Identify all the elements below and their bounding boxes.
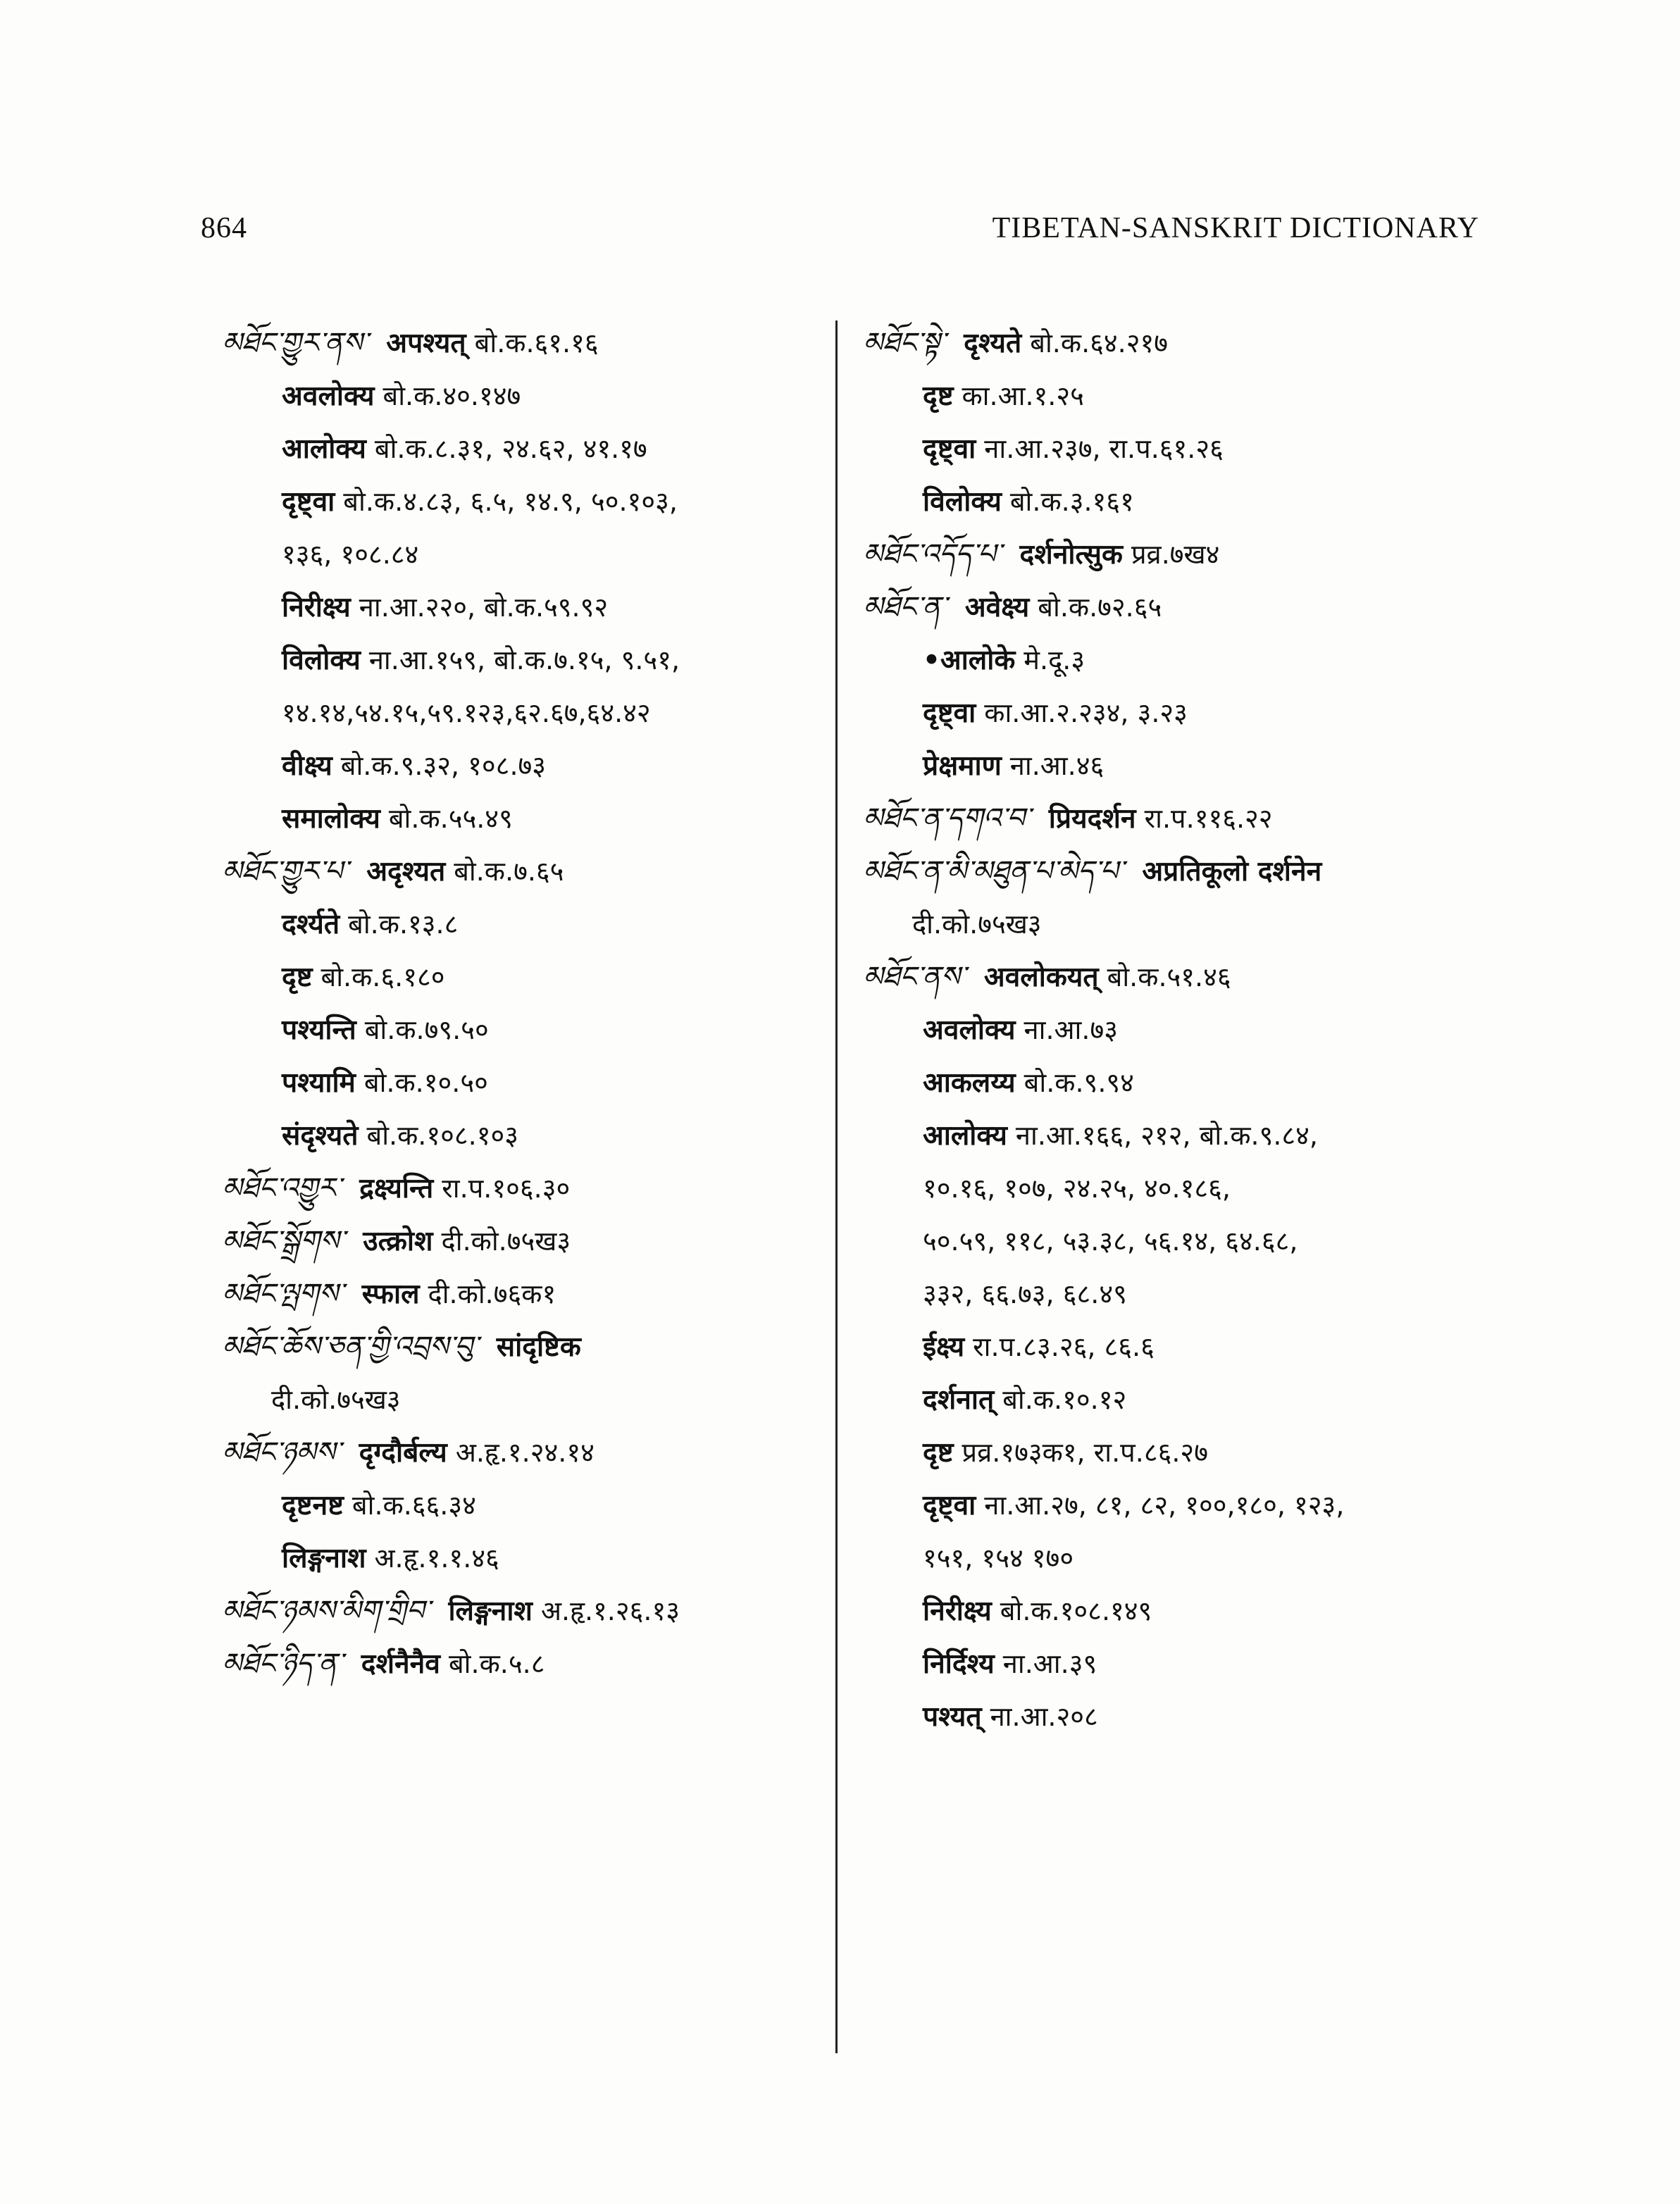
source-reference: १४.१४,५४.१५,५९.१२३,६२.६७,६४.४२ (282, 697, 651, 728)
column-divider (835, 320, 838, 2053)
source-reference: ना.आ.४६ (1009, 750, 1105, 781)
sanskrit-equivalent: विलोक्य (923, 486, 1002, 518)
source-reference: ना.आ.२०८ (990, 1701, 1098, 1732)
source-reference: ३३२, ६६.७३, ६८.४९ (923, 1278, 1127, 1309)
sanskrit-equivalent: दर्शनैनैव (361, 1648, 440, 1680)
sanskrit-equivalent: लिङ्गनाश (448, 1595, 533, 1627)
entry-sense-line (863, 1057, 1497, 1109)
sanskrit-equivalent: विलोक्य (282, 645, 361, 676)
sanskrit-equivalent: अवेक्ष्य (964, 592, 1030, 623)
source-reference: बो.क.४.८३, ६.५, १४.९, ५०.१०३, (343, 486, 678, 517)
entry-sense-line (222, 951, 828, 1004)
source-reference: रा.प.११६.२२ (1144, 803, 1273, 834)
source-reference: बो.क.७२.६५ (1038, 592, 1162, 623)
entry-continuation-line (222, 687, 828, 740)
sanskrit-equivalent: लिङ्गनाश (282, 1543, 366, 1574)
entry-sense-line (222, 1479, 828, 1532)
tibetan-headword: མཐོང་ན་ (863, 591, 947, 623)
entry-continuation-line (863, 1532, 1497, 1585)
entry-sense-line (863, 475, 1497, 528)
source-reference: ५०.५९, ११८, ५३.३८, ५६.१४, ६४.६८, (923, 1226, 1298, 1257)
sanskrit-equivalent: द्रक्ष्यन्ति (359, 1173, 434, 1204)
source-reference: बो.क.६६.३४ (351, 1490, 476, 1521)
sanskrit-equivalent: दृष्ट (282, 961, 313, 993)
source-reference: रा.प.१०६.३० (442, 1173, 571, 1204)
entry-sense-line (863, 1109, 1497, 1162)
source-reference: ना.आ.७३ (1023, 1014, 1118, 1045)
entry-headword-line (222, 1321, 828, 1374)
entry-headword-line (863, 951, 1497, 1004)
source-reference: दी.को.७५ख३ (271, 1384, 401, 1415)
sanskrit-equivalent: पश्यामि (282, 1067, 356, 1099)
entry-sense-line (863, 423, 1497, 475)
source-reference: बो.क.८.३१, २४.६२, ४१.१७ (374, 433, 647, 464)
source-reference: ना.आ.२७, ८१, ८२, १००,१८०, १२३, (984, 1490, 1345, 1521)
entry-headword-line (863, 792, 1497, 845)
sanskrit-equivalent: संदृश्यते (282, 1120, 359, 1152)
sanskrit-equivalent: उत्क्रोश (363, 1226, 433, 1257)
entry-headword-line (222, 1585, 828, 1638)
sanskrit-equivalent: अवलोक्य (923, 1014, 1016, 1046)
tibetan-headword: མཐོང་ཆོས་ཅན་གྱི་འབྲས་བུ་ (222, 1331, 478, 1363)
entry-sense-line (222, 898, 828, 951)
left-column (222, 317, 828, 1691)
source-reference: ना.आ.१६६, २१२, बो.क.९.८४, (1015, 1120, 1319, 1151)
source-reference: बो.क.७९.५० (364, 1014, 489, 1045)
sanskrit-equivalent: पश्यन्ति (282, 1014, 356, 1046)
tibetan-headword: མཐོང་ཉམས་ (222, 1436, 341, 1469)
source-reference: ना.आ.१५९, बो.क.७.१५, ९.५१, (368, 645, 680, 675)
entry-continuation-line (863, 1215, 1497, 1268)
tibetan-headword: མཐོང་ཉིད་ན་ (222, 1648, 343, 1680)
source-reference: अ.हृ.१.२४.१४ (455, 1437, 595, 1468)
source-reference: बो.क.१०८.१०३ (366, 1120, 519, 1151)
sanskrit-equivalent: अपश्यत् (386, 328, 466, 359)
sanskrit-equivalent: दृष्ट्वा (282, 486, 335, 518)
sanskrit-equivalent: आलोक्य (282, 433, 366, 465)
entry-headword-line (222, 1215, 828, 1268)
entry-sense-line (863, 370, 1497, 423)
sanskrit-equivalent: प्रेक्षमाण (923, 750, 1002, 782)
entry-sense-line (222, 634, 828, 687)
source-reference: बो.क.१३.८ (348, 909, 459, 940)
entry-continuation-line (222, 1374, 828, 1426)
sanskrit-equivalent: आकलय्य (923, 1067, 1016, 1099)
sanskrit-equivalent: प्रियदर्शन (1048, 803, 1136, 835)
sanskrit-equivalent: दृष्ट (923, 380, 954, 412)
sanskrit-equivalent: दृष्ट्वा (923, 697, 976, 729)
sanskrit-equivalent: सांदृष्टिक (496, 1331, 581, 1363)
sanskrit-equivalent: निरीक्ष्य (923, 1595, 992, 1627)
sanskrit-equivalent: दृष्ट्वा (923, 433, 976, 465)
tibetan-headword: མཐོང་འདོད་པ་ (863, 538, 1002, 571)
source-reference: का.आ.१.२५ (962, 380, 1084, 411)
entry-headword-line (222, 1638, 828, 1691)
entry-continuation-line (222, 528, 828, 581)
tibetan-headword: མཐོང་ན་དགའ་བ་ (863, 802, 1031, 835)
entry-sense-line (863, 1479, 1497, 1532)
tibetan-headword: མཐོང་ལྤགས་ (222, 1278, 344, 1310)
sanskrit-equivalent: दृश्यते (964, 328, 1022, 359)
entry-headword-line (863, 845, 1497, 898)
sanskrit-equivalent: अवलोकयत् (983, 961, 1099, 993)
entry-sense-line (863, 1691, 1497, 1743)
sanskrit-equivalent: अवलोक्य (282, 380, 375, 412)
source-reference: बो.क.५१.४६ (1107, 961, 1231, 992)
sanskrit-equivalent: •आलोके (923, 645, 1016, 676)
source-reference: दी.को.७५ख३ (441, 1226, 571, 1257)
entry-headword-line (863, 317, 1497, 370)
tibetan-headword: མཐོང་ནས་ (863, 961, 966, 993)
entry-sense-line (863, 1004, 1497, 1057)
sanskrit-equivalent: दृष्ट्वा (923, 1490, 976, 1521)
sanskrit-equivalent: दर्श्यते (282, 909, 340, 940)
source-reference: बो.क.१०.५० (363, 1067, 488, 1098)
sanskrit-equivalent: निर्दिश्य (923, 1648, 995, 1680)
source-reference: ना.आ.३९ (1002, 1648, 1097, 1679)
entry-sense-line (222, 370, 828, 423)
source-reference: बो.क.१०८.१४९ (1000, 1595, 1152, 1626)
sanskrit-equivalent: अदृश्यत (366, 856, 446, 888)
tibetan-headword: མཐོང་ན་མི་མཐུན་པ་མེད་པ་ (863, 855, 1124, 888)
entry-sense-line (222, 1004, 828, 1057)
right-column (863, 317, 1497, 1743)
sanskrit-equivalent: दृष्ट (923, 1437, 954, 1469)
tibetan-headword: མཐོང་ཉམས་མིག་གྲིབ་ (222, 1595, 430, 1627)
entry-sense-line (222, 792, 828, 845)
sanskrit-equivalent: दर्शनोत्सुक (1019, 539, 1123, 571)
source-reference: बो.क.९.९४ (1023, 1067, 1134, 1098)
entry-continuation-line (863, 1162, 1497, 1215)
source-reference: अ.हृ.१.२६.१३ (540, 1595, 680, 1626)
tibetan-headword: མཐོང་སྟེ་ (863, 327, 946, 359)
entry-continuation-line (863, 1268, 1497, 1321)
entry-sense-line (222, 740, 828, 792)
entry-sense-line (863, 1374, 1497, 1426)
entry-sense-line (863, 1638, 1497, 1691)
entry-headword-line (222, 1162, 828, 1215)
source-reference: का.आ.२.२३४, ३.२३ (984, 697, 1188, 728)
entry-sense-line (863, 687, 1497, 740)
sanskrit-equivalent: अप्रतिकूलो दर्शनेन (1142, 856, 1322, 888)
entry-sense-line (863, 740, 1497, 792)
tibetan-headword: མཐོང་གྱུར་ནས་ (222, 327, 368, 359)
tibetan-headword: མཐོང་སྒྲོགས་ (222, 1225, 345, 1257)
page-number: 864 (201, 212, 247, 244)
entry-sense-line (863, 1321, 1497, 1374)
sanskrit-equivalent: पश्यत् (923, 1701, 982, 1733)
source-reference: बो.क.६१.१६ (474, 328, 599, 359)
sanskrit-equivalent: समालोक्य (282, 803, 380, 835)
source-reference: ना.आ.२२०, बो.क.५९.९२ (359, 592, 609, 623)
entry-headword-line (863, 528, 1497, 581)
source-reference: बो.क.५.८ (448, 1648, 545, 1679)
source-reference: बो.क.६४.२१७ (1030, 328, 1169, 359)
source-reference: बो.क.९.३२, १०८.७३ (340, 750, 547, 781)
source-reference: १०.१६, १०७, २४.२५, ४०.१८६, (923, 1173, 1231, 1204)
sanskrit-equivalent: निरीक्ष्य (282, 592, 351, 623)
sanskrit-equivalent: स्फाल (361, 1278, 420, 1310)
entry-headword-line (222, 1268, 828, 1321)
entry-sense-line (222, 581, 828, 634)
source-reference: १५१, १५४ १७० (923, 1543, 1074, 1574)
source-reference: दी.को.७५ख३ (912, 909, 1042, 940)
entry-headword-line (222, 317, 828, 370)
entry-sense-line (222, 1057, 828, 1109)
source-reference: अ.हृ.१.१.४६ (374, 1543, 499, 1574)
tibetan-headword: མཐོང་གྱུར་པ་ (222, 855, 349, 888)
source-reference: ना.आ.२३७, रा.प.६१.२६ (984, 433, 1224, 464)
sanskrit-equivalent: दृष्टनष्ट (282, 1490, 344, 1521)
entry-sense-line (222, 475, 828, 528)
entry-continuation-line (863, 898, 1497, 951)
source-reference: मे.दू.३ (1023, 645, 1085, 675)
source-reference: बो.क.७.६५ (454, 856, 564, 887)
entry-sense-line (222, 1109, 828, 1162)
entry-sense-line (863, 634, 1497, 687)
entry-headword-line (222, 1426, 828, 1479)
source-reference: रा.प.८३.२६, ८६.६ (973, 1331, 1155, 1362)
entry-sense-line (863, 1426, 1497, 1479)
tibetan-headword: མཐོང་འགྱུར་ (222, 1172, 342, 1204)
entry-sense-line (222, 1532, 828, 1585)
sanskrit-equivalent: दर्शनात् (923, 1384, 995, 1416)
source-reference: बो.क.६.१८० (321, 961, 445, 992)
source-reference: १३६, १०८.८४ (282, 539, 419, 570)
running-head: TIBETAN-SANSKRIT DICTIONARY (992, 212, 1479, 244)
sanskrit-equivalent: वीक्ष्य (282, 750, 332, 782)
sanskrit-equivalent: ईक्ष्य (923, 1331, 965, 1363)
source-reference: प्रव्र.१७३क१, रा.प.८६.२७ (962, 1437, 1208, 1468)
source-reference: दी.को.७६क१ (428, 1278, 556, 1309)
entry-sense-line (222, 423, 828, 475)
entry-headword-line (222, 845, 828, 898)
source-reference: बो.क.३.१६१ (1009, 486, 1134, 517)
entry-headword-line (863, 581, 1497, 634)
source-reference: बो.क.४०.१४७ (382, 380, 521, 411)
source-reference: बो.क.५५.४९ (388, 803, 513, 834)
source-reference: प्रव्र.७ख४ (1131, 539, 1220, 570)
entry-sense-line (863, 1585, 1497, 1638)
sanskrit-equivalent: आलोक्य (923, 1120, 1007, 1152)
source-reference: बो.क.१०.१२ (1002, 1384, 1127, 1415)
sanskrit-equivalent: दृग्दौर्बल्य (359, 1437, 447, 1469)
